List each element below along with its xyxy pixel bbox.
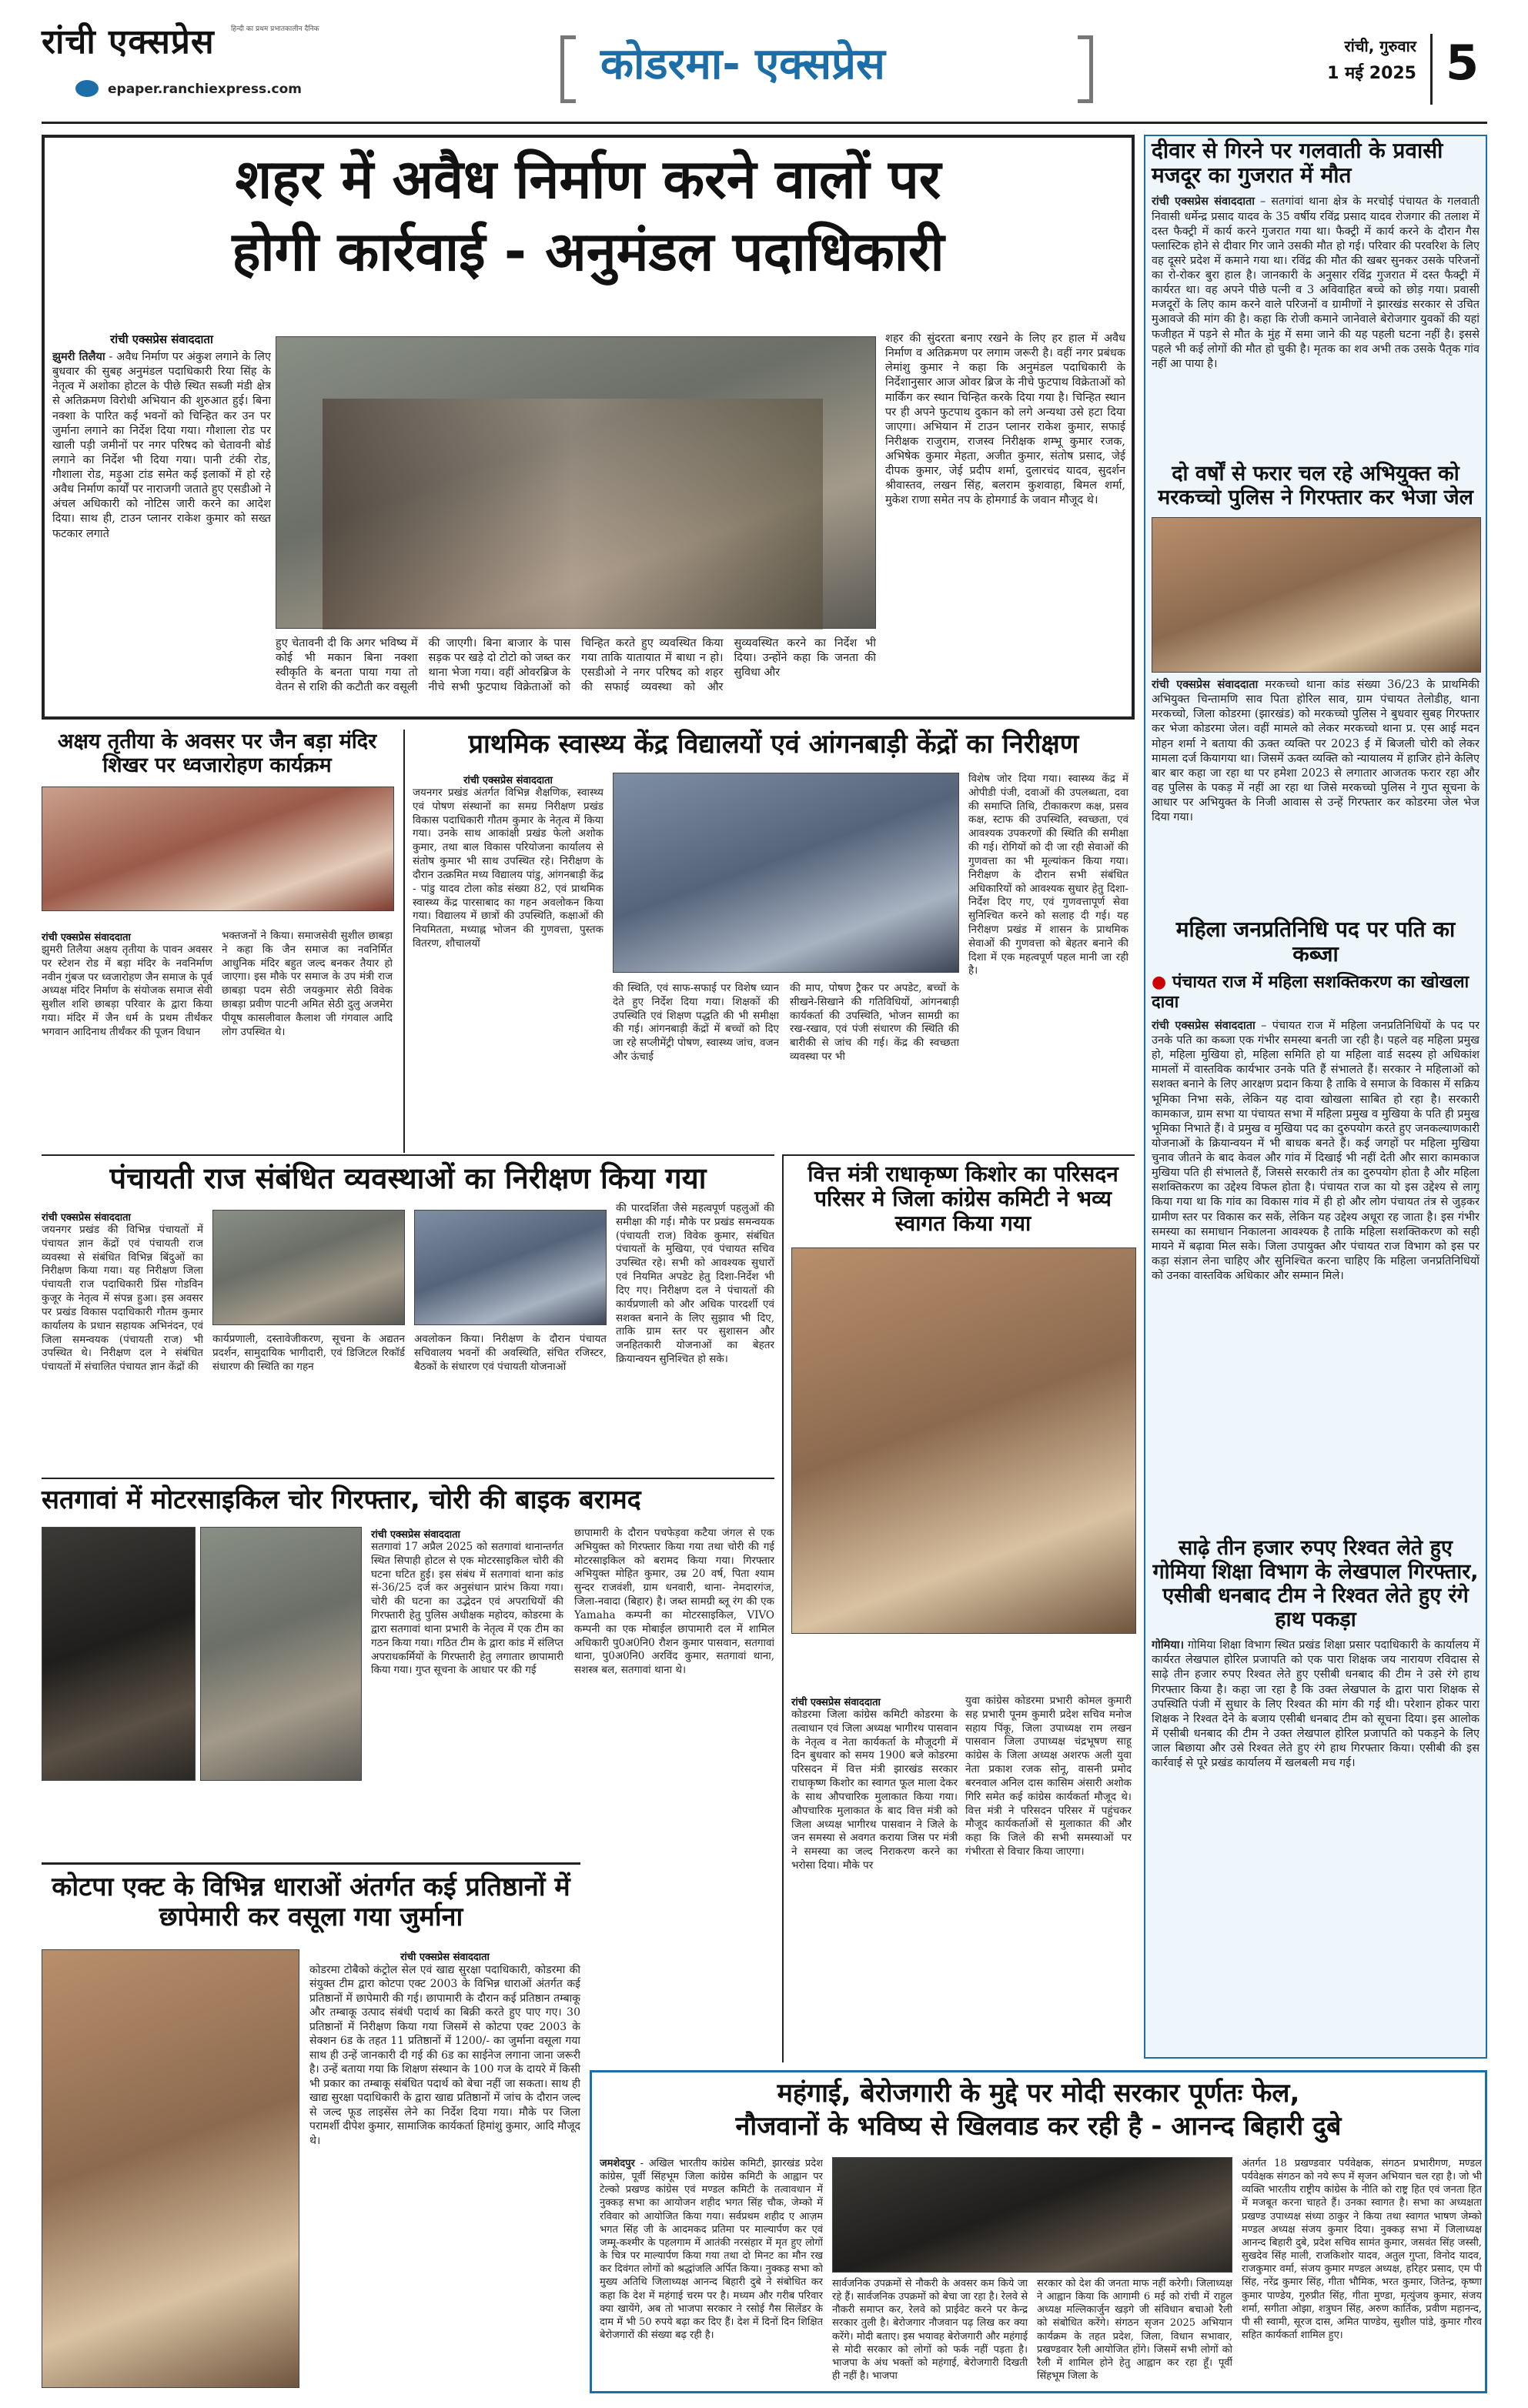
bribe-body: गोमिया शिक्षा विभाग स्थित प्रखंड शिक्षा प्रसार पदाधिकारी के कार्यालय में कार्यरत लेखपाल होरिल प्रजापति को एक पारा शिक्षक जय नारायण रविदास से साढ़े तीन हजार रुपए रिश्वत लेते हुए एसीबी धनबाद की टीम ने उसे रंगे हाथ गिरफ्तार किया है। कहा जा रहा है कि उक्त लेखपाल के द्वारा पारा शिक्षक से उपस्थिति पंजी में सुधार के लिए रिश्वत की मांग की गई थी। परेशान होकर पारा शिक्षक ने रिश्वत देने के बजाय एसीबी धनबाद टीम को सूचना दिया। इस आलोक में एसीबी धनबाद की टीम ने उक्त लेखपाल होरिल प्रजापति को पकड़ने के लिए जाल बिछाया और उसे रिश्वत लेते हुए रंगे हाथ गिरफ्तार किया। एसीबी की इस कार्रवाई से पूरे प्रखंड कार्यालय में खलबली मच गई। — [1152, 1639, 1480, 1770]
bike-col-1 — [371, 1527, 563, 1850]
bike-col1-text: सतगावां 17 अप्रैल 2025 को सतगावां थानान्तर्गत स्थित सिपाही होटल से एक मोटरसाइकिल चोरी की घटना घटित हुई। इस संबंध में सतगावां थाना कांड सं-36/25 दर्ज कर अनुसंधान प्रारंभ किया गया। चोरी की घटना का उद्भेदन एवं अपराधियों की गिरफ्तारी हेतु पुलिस अधीक्षक महोदय, कोडरमा के द्वारा सतगावां थाना प्रभारी के नेतृत्व में एक टीम का गठन किया गया। गठित टीम के द्वारा कांड में संलिप्त अपराधकर्मियों के गिरफ्तारी हेतु लगातार छापामारी किया गया। गुप्त सूचना के आधार पर की गई — [371, 1541, 563, 1677]
inflation-caption-2: सरकार को देश की जनता माफ नहीं करेगी। जिलाध्यक्ष ने आह्वान किया कि आगामी 6 मई को रांची में राहुल अध्यक्ष मल्लिकार्जुन खड़गे जी संविधान बचाओ रैली को संबोधित करेंगे। संगठन सृजन 2025 अभियान कार्यक्रम के तहत प्रदेश, जिला, विधान सभावार, प्रखण्डवार रैली आयोजित होंगे। जिसमें सभी लोगों को रैली में शामिल होने हेतु आह्वान कर रहा हूँ। पूर्वी सिंहभूम जिला के — [1037, 2278, 1232, 2383]
bike-photo-1 — [42, 1527, 196, 1781]
epaper-url[interactable]: epaper.ranchiexpress.com — [108, 82, 302, 97]
story-kotpa — [42, 1862, 580, 2386]
inflation-col-1 — [600, 2157, 823, 2388]
bike-byline: रांची एक्सप्रेस संवाददाता — [371, 1529, 460, 1541]
lead-photo — [276, 336, 876, 629]
fugitive-byline: रांची एक्सप्रेस संवाददाता — [1152, 678, 1259, 692]
paper-logo: रांची एक्सप्रेस — [42, 22, 215, 62]
lead-col1-body: - अवैध निर्माण पर अंकुश लगाने के लिए बुधवार की सुबह अनुमंडल पदाधिकारी रिया सिंह के नेतृत्व में अशोका होटल के पीछे स्थित सब्जी मंडी क्षेत्र से अतिक्रमण विरोधी अभियान की शुरुआत हुई। बिना नक्शा के पारित कई भवनों को चिन्हित कर उन पर जुर्माना लगाने का निर्देश दिया गया। गौशाला रोड पर खाली पड़ी जमीनों पर नगर परिषद को चेतावनी बोर्ड लगाने का निर्देश भी दिया गया। पानी टंकी रोड, गौशाला रोड, मड़ुआ टांड समेत कई इलाकों में हो रहे अवैध निर्माण कार्यों पर नाराजगी जताते हुए एसडीओ ने अंचल अधिकारी को नोटिस जारी करने का आदेश दिया। साथ ही, टाउन प्लानर राकेश कुमार को सख्त फटकार लगाते — [52, 351, 271, 540]
fugitive-headline: दो वर्षों से फरार चल रहे अभियुक्त को मरकच्चो पुलिस ने गिरफ्तार कर भेजा जेल — [1158, 462, 1473, 510]
inflation-col-4: अंतर्गत 18 प्रखण्डवार पर्यवेक्षक, संगठन प्रभारीगण, मण्डल पर्यवेक्षक संगठन को नये रूप में सृजन अभियान चल रहा है। जो भी व्यक्ति भारतीय राष्ट्रीय कांग्रेस के नीति को राष्ट्र हित एवं जनता हित में मजबूत करना चाहते हैं। उनका स्वागत है। सभा का अध्यक्षता प्रखण्ड उपाध्यक्ष संध्या ठाकुर ने किया तथा स्वागत भाषण जेम्को मण्डल अध्यक्ष संजय कुमार दिया। नुक्कड़ सभा में जिलाध्यक्ष आनन्द बिहारी दुबे, प्रदेश सचिव सामंत कुमार, जसवंत सिंह जस्सी, सुखदेव सिंह माली, राजकिशोर यादव, अतुल गुप्ता, विनोद यादव, राजकुमार वर्मा, संजय कुमार मण्डल अध्यक्ष, हरिहर प्रसाद, एम पी सिंह, नरेंद्र कुमार सिंह, गीता भौमिक, भरत कुमार, जितेन्द्र, कृष्णा कुमार पाण्डेय, गुरुप्रीत सिंह, गीता मुण्डा, मृत्युंजय कुमार, संजय शर्मा, सगीता ओझा, शत्रुघन सिंह, अरुण कार्तिक, प्रवीण महानन्द, पी सी स्वामी, सूरज दास, अमित पाण्डेय, सुशील पांडे, कुमार गौरव सहित कार्यकर्ता शामिल हुए। — [1242, 2158, 1482, 2342]
panchayat-col1-text: जयनगर प्रखंड की विभिन्न पंचायतों में पंचायत ज्ञान केंद्रों एवं पंचायती राज व्यवस्था से संबंधित विभिन्न बिंदुओं का निरीक्षण किया गया। यह निरीक्षण जिला पंचायती राज पदाधिकारी प्रिंस गोडविन कुजूर के नेतृत्व में संपन्न हुआ। इस अवसर पर प्रखंड विकास पदाधिकारी गौतम कुमार कार्यालय के प्रधान सहायक अभिनंदन, एवं जिला समन्वयक (पंचायती राज) भी उपस्थित थे। निरीक्षण दल ने संबंधित पंचायतों में संचालित पंचायत ज्ञान केंद्रों की — [42, 1224, 203, 1374]
phc-col-4: विशेष जोर दिया गया। स्वास्थ्य केंद्र में ओपीडी पंजी, दवाओं की उपलब्धता, दवा की समाप्ति तिथि, टीकाकरण कक्ष, प्रसव कक्ष, स्टाफ की उपस्थिति, स्वच्छता, एवं आवश्यक उपकरणों की स्थिति की समीक्षा की गई। रोगियों को दी जा रही सेवाओं की गुणवत्ता का भी मूल्यांकन किया गया। निरीक्षण के दौरान सभी संबंधित अधिकारियों को आवश्यक सुधार हेतु दिशा-निर्देश दिए गए, एवं गुणवत्तापूर्ण सेवा सुनिश्चित करने को सलाह दी गई। यह निरीक्षण प्रखंड में शासन के प्राथमिक सेवाओं की गुणवत्ता को बेहतर बनाने की दिशा में एक महत्वपूर्ण पहल मानी जा रही है। — [968, 773, 1128, 977]
inflation-dateline: जमशेदपुर — [600, 2158, 635, 2169]
masthead — [0, 0, 1528, 127]
bike-col-2: छापामारी के दौरान पचफेड़वा कटैया जंगल से एक अभियुक्त को गिरफ्तार किया गया तथा चोरी की गई मोटरसाइकिल को बरामद किया गया। गिरफ्तार अभियुक्त मोहित कुमार, उम्र 20 वर्ष, पिता श्याम सुन्दर राजवंशी, ग्राम धनवारी, थाना- नेमदारगंज, जिला-नवादा (बिहार) है। जब्त सामग्री ब्लू रंग की एक Yamaha कम्पनी का मोटरसाइकिल, VIVO कम्पनी का एक मोबाईल छापामारी दल में शामिल अधिकारी पु0अ0नि0 रौशन कुमार पासवान, सतगावां थाना, पु0अ0नि0 अरविंद कुमार, सतगावां थाना, सशस्त्र बल, सतगावां थाना थे। — [574, 1527, 774, 1677]
congress-col-1 — [791, 1695, 958, 2056]
kotpa-text: कोडरमा टोबैको कंट्रोल सेल एवं खाद्य सुरक्षा पदाधिकारी, कोडरमा की संयुक्त टीम द्वारा कोटपा एक्ट 2003 के विभिन्न धाराओं अंतर्गत कई प्रतिष्ठानों में छापेमारी की गई। छापामारी के दौरान कई प्रतिष्ठान तम्बाकू और तम्बाकू उत्पाद संबंधी पदार्थ का बिक्री करते हुए पाए गए। 30 प्रतिष्ठानों में निरीक्षण किया गया जिसमें से कोटपा एक्ट 2003 के सेक्शन 6ड के तहत 11 प्रतिष्ठानों में 1200/- का जुर्माना वसूला गया साथ ही उन्हें जानकारी दी गई की 6ड का साईनेज लगाना जाना जरूरी है। उन्हें बताया गया कि शिक्षण संस्थान के 100 गज के दायरे में किसी भी प्रकार का तम्बाकू संबंधित पदार्थ को बेचा नहीं जा सकता। साथ ही खाद्य सुरक्षा पदाधिकारी के द्वारा खाद्य प्रतिष्ठानों में जांच के दौरान जल्द से जल्द फूड लाइसेंस लेने का निर्देश दिया गया। मौके पर जिला परामर्शी दीपेश कुमार, सामाजिक कार्यकर्ता हिमांशु कुमार, आदि मौजूद थे। — [309, 1964, 580, 2147]
story-congress — [782, 1154, 1135, 2062]
lead-col-1 — [52, 332, 271, 713]
sidebar-headline: दीवार से गिरने पर गलवाती के प्रवासी मजदूर का गुजरात में मौत — [1152, 138, 1443, 189]
lead-photo-caption: हुए चेतावनी दी कि अगर भविष्य में कोई भी मकान बिना नक्शा स्वीकृति के बनता पाया गया तो वेतन से राशि की कटौती कर वसूली की जाएगी। बिना बाजार के पास सड़क पर खड़े दो टोटो को जब्त कर थाना भेजा गया। वहीं ओवरब्रिज के नीचे सभी फुटपाथ विक्रेताओं को चिन्हित करते हुए व्यवस्थित किया गया ताकि यातायात में बाधा न हो। एसडीओ ने नगर परिषद को शहर की सफाई व्यवस्था को और सुव्यवस्थित करने का निर्देश भी दिया। उन्होंने कहा कि जनता की सुविधा और — [276, 637, 876, 694]
edition-bracket-left — [560, 35, 576, 103]
jain-headline: अक्षय तृतीया के अवसर पर जैन बड़ा मंदिर शिखर पर ध्वजारोहण कार्यक्रम — [57, 730, 377, 778]
congress-byline: रांची एक्सप्रेस संवाददाता — [791, 1697, 881, 1708]
page-number: 5 — [1446, 35, 1480, 91]
congress-headline: वित्त मंत्री राधाकृष्ण किशोर का परिसदन परिसर मे जिला कांग्रेस कमिटी ने भव्य स्वागत किया गया — [807, 1161, 1118, 1237]
edition-title — [600, 40, 885, 89]
jain-col-1 — [42, 930, 212, 1153]
sidebar-story-migrant — [1152, 139, 1480, 462]
inflation-col1-body: - अखिल भारतीय कांग्रेस कमिटी, झारखंड प्रदेश कांग्रेस, पूर्वी सिंहभूम जिला कांग्रेस कमिटी के आह्वान पर टेल्को प्रखण्ड कांग्रेस एवं मण्डल कमिटी के तत्वावधान में नुक्कड़ सभा का आयोजन शहीद भगत सिंह चौक, जेम्को में रविवार को आयोजित किया गया। सर्वप्रथम शहीद ए आज़म भगत सिंह जी के आदमकद प्रतिमा पर माल्यार्पण कर एवं जम्मू-कश्मीर के पहलगाम में आतंकी नरसंहार में मृत हुए लोगों के चित्र पर माल्यार्पण किया गया तथा दो मिनट का मौन रख कर दिवंगत लोगों को श्रद्धांजलि अर्पित किया। नुक्कड़ सभा को मुख्य अतिथि जिलाध्यक्ष आनन्द बिहारी दुबे ने संबोधित कर कहा कि देश में महंगाई चरम पर है। मध्यम और गरीब परिवार क्या खायेंगे, अब तो भाजपा सरकार ने रसोई गैस सिलेंडर के दाम में भी 50 रुपये बढ़ा कर दिए हैं। देश में दिनों दिन शिक्षित बेरोजगारों की संख्या बढ़ रही है। — [600, 2158, 823, 2342]
sidebar-body: – सतगांवां थाना क्षेत्र के मरचोई पंचायत के गलवाती निवासी धर्मेन्द्र प्रसाद यादव के 35 वर्षीय रविंद्र प्रसाद यादव रोजगार की तलाश में दस्त फैक्ट्री में कार्य करने गुजरात गया था। फैक्ट्री में कार्य करने के दौरान गैस फ्लास्टिक होने से दीवार गिर जाने उसकी मौत हो गई। परिवार की परवरिश के लिए वह दूसरे प्रदेश में कमाने गया था। रविंद्र की मौत की खबर सुनकर उसके परिजनों का रो-रोकर बुरा हाल है। जानकारी के अनुसार रविंद्र गुजरात में दस्त फैक्ट्री में कार्यरत था। वह अपने पीछे पत्नी व 3 अविवाहित बच्चे को छोड़ गया। प्रवासी मजदूरों के लिए काम करने वाले परिजनों व ग्रामीणों ने झारखंड सरकार से उचित मुआवजे की मांग की है। कहा कि रोजी कमाने जानेवाले बेरोजगार युवकों की यहां फजीहत में पड़ने से मौत के मुंह में समा जाने की यह पहली घटना नहीं है। इससे पहले भी कई लोगों की मौत हो चुकी है। मृतक का शव अभी तक उसके पैतृक गांव नहीं आ पाया है। — [1152, 195, 1480, 370]
story-panchayat — [42, 1154, 774, 1478]
phc-photo — [613, 773, 959, 973]
jain-col1-text: झुमरी तिलैया अक्षय तृतीया के पावन अवसर पर स्टेशन रोड में बड़ा मंदिर के नवनिर्माण नवीन गुंबज पर ध्वजारोहण जैन समाज के पूर्व अध्यक्ष मंदिर निर्माण के संयोजक समाज सेवी सुशील शशि छाबड़ा परिवार के द्वारा किया गया। मंदिर में जैन धर्म के प्रथम तीर्थंकर भगवान आदिनाथ तीर्थंकर की पूजन विधान — [42, 943, 212, 1038]
story-fugitive — [1152, 462, 1480, 916]
panchayat-col-1 — [42, 1210, 203, 1479]
story-phc — [403, 730, 1135, 1153]
masthead-rule — [42, 122, 1487, 124]
phc-col-2: की स्थिति, एवं साफ-सफाई पर विशेष ध्यान देते हुए निर्देश दिया गया। शिक्षकों की उपस्थिति एवं शिक्षण पद्धति की भी समीक्षा की गई। आंगनबाड़ी केंद्रों में बच्चों को दिए जा रहे सप्लीमेंट्री पोषण, स्वास्थ्य जांच, वजन और ऊंचाई — [613, 982, 779, 1064]
paper-tagline: हिन्दी का प्रथम प्रभातकालीन दैनिक — [231, 25, 319, 33]
kotpa-col — [309, 1949, 580, 2388]
jain-byline: रांची एक्सप्रेस संवाददाता — [42, 932, 131, 943]
story-bribe — [1152, 1536, 1480, 2053]
phc-col-3: की माप, पोषण ट्रैकर पर अपडेट, बच्चों के सीखने-सिखाने की गतिविधियों, आंगनबाड़ी कार्यकर्ता की उपस्थिति, भोजन सामग्री का रख-रखाव, एवं पंजी संधारण की स्थिति की बारीकी से जांच की गई। केंद्र की स्वच्छता व्यवस्था पर भी — [790, 982, 959, 1064]
story-bike — [42, 1478, 774, 1859]
lead-photo-officials — [323, 399, 823, 630]
lead-dateline: झुमरी तिलैया — [52, 350, 105, 363]
phc-col1-text: जयनगर प्रखंड अंतर्गत विभिन्न शैक्षणिक, स्वास्थ्य एवं पोषण संस्थानों का समग्र निरीक्षण प्रखंड विकास पदाधिकारी गौतम कुमार के नेतृत्व में किया गया। उनके साथ आकांक्षी प्रखंड फेलो अशोक कुमार, तथा बाल विकास परियोजना कार्यालय से संतोष कुमार भी साथ उपस्थित रहे। निरीक्षण के दौरान उत्क्रमित मध्य विद्यालय पांडु, आंगनबाड़ी केंद्र - पांडु यादव टोला कोड संख्या 82, एवं प्राथमिक स्वास्थ्य केंद्र पारसाबाद का गहन अवलोकन किया गया। विद्यालय में छात्रों की उपस्थिति, कक्षाओं की नियमितता, मध्याह्न भोजन की गुणवत्ता, पुस्तक वितरण, शौचालयों — [413, 787, 604, 950]
panchayat-col-3: की पारदर्शिता जैसे महत्वपूर्ण पहलुओं की समीक्षा की गई। मौके पर प्रखंड समन्वयक (पंचायती राज) विवेक कुमार, संबंधित पंचायतों के मुखिया, एवं पंचायत सचिव उपस्थित रहे। सभी को आवश्यक सुधारों एवं नियमित अपडेट हेतु दिशा-निर्देश भी दिए गए। निरीक्षण दल ने पंचायतों की कार्यप्रणाली को और अधिक पारदर्शी एवं सशक्त बनाने के लिए सुझाव भी दिए, ताकि ग्राम स्तर पर सुशासन और जनहितकारी योजनाओं का बेहतर क्रियान्वयन सुनिश्चित हो सके। — [616, 1202, 774, 1365]
panchayat-photo-2 — [414, 1210, 607, 1325]
bribe-headline: साढ़े तीन हजार रुपए रिश्वत लेते हुए गोमिया शिक्षा विभाग के लेखपाल गिरफ्तार, एसीबी धनबाद टीम ने रिश्वत लेते हुए रंगे हाथ पकड़ा — [1152, 1536, 1479, 1632]
kotpa-byline: रांची एक्सप्रेस संवाददाता — [400, 1952, 490, 1963]
congress-col-2: युवा कांग्रेस कोडरमा प्रभारी कोमल कुमारी सह प्रभारी पूनम कुमारी प्रदेश सचिव मनोज सहाय पिंकू, जिला उपाध्यक्ष राम लखन पासवान जिला उपाध्यक्ष चंद्रभूषण साहू कांग्रेस के जिला अध्यक्ष अशरफ अली युवा नेता प्रकाश रजक सोनू, वासनी प्रमोद बरनवाल अनिल दास कासिम अंसारी अशोक गिरि समेत कई कांग्रेस कार्यकर्ता मौजूद थे। वित्त मंत्री ने परिसदन परिसर में पहुंचकर मौजूद कार्यकर्ताओं से मुलाकात की और कहा कि जिले की सभी समस्याओं पर गंभीरता से विचार किया जाएगा। — [965, 1695, 1132, 1858]
story-inflation — [590, 2070, 1487, 2393]
panchayat-byline: रांची एक्सप्रेस संवाददाता — [42, 1212, 131, 1224]
inflation-photo — [832, 2157, 1232, 2273]
sidebar-byline: रांची एक्सप्रेस संवाददाता — [1152, 195, 1256, 209]
women-headline: महिला जनप्रतिनिधि पद पर पति का कब्जा — [1175, 917, 1456, 967]
inflation-headline-2: नौजवानों के भविष्य से खिलवाड कर रही है - आनन्द बिहारी दुबे — [735, 2111, 1342, 2142]
women-body: – पंचायत राज में महिला जनप्रतिनिधियों के पद पर उनके पति का कब्जा एक गंभीर समस्या बनती जा रही है। पहले वह महिला प्रमुख हो, महिला मुखिया हो, महिला समिति हो या महिला वार्ड सदस्य हो अधिकांश मामलों में वास्तविक कार्यभार उनके पति हैं संभालते हैं। सरकार ने महिलाओं को सशक्त बनाने के लिए आरक्षण प्रदान किया है ताकि वे समाज के विकास में सक्रिय भूमिका निभा सके, लेकिन यह दावा खोखला साबित हो रहा है। सरकारी कामकाज, ग्राम सभा या पंचायत सभा में महिला प्रमुख व मुखिया के पति ही प्रमुख भूमिका निभाते हैं। वे प्रमुख व मुखिया पद का दुरुपयोग करते हुए जनकल्याणकारी योजनाओं के क्रियान्वयन में भी बाधक बनते हैं। कई जगहों पर महिला मुखिया चुनाव जीतने के बाद केवल और गांव में दिखाई भी नहीं देती और सारा कामकाज मुखिया पति ही संभालते हैं, जिससे सरकारी तंत्र का दुरुपयोग होता है और महिला सशक्तिकरण का उद्देश्य विफल होता है। पंचायत राज का यो इस उद्देश्य से लागू किया गया था कि गांव का विकास गांव में ही हो और लोग पंचायत तंत्र से जुड़कर ग्रामीण स्तर पर विकास कर सकें, लेकिन यह उद्देश्य अधूरा रह जाता है। इस गंभीर समस्या का समाधान निकालना आवश्यक है ताकि महिला सशक्तिकरण को सही मायने में बढ़ावा मिल सके। जिला उपायुक्त और पंचायत राज विभाग को इस पर कड़ा संज्ञान लेना चाहिए और सुनिश्चित करना चाहिए कि महिला जनप्रतिनिधियों को उनका वास्तविक अधिकार और सम्मान मिले। — [1152, 1019, 1480, 1283]
women-subhead — [1152, 973, 1480, 1012]
bribe-dateline: गोमिया। — [1152, 1638, 1185, 1652]
congress-col1-text: कोडरमा जिला कांग्रेस कमिटी कोडरमा के तत्वाधान एवं जिला अध्यक्ष भागीरथ पासवान के नेतृत्व व नेता कार्यकर्ता के मौजूदगी में दिन बुधवार को समय 1900 बजे कोडरमा परिसदन में वित्त मंत्री झारखंड सरकार राधाकृष्ण किशोर का स्वागत फूल माला देकर के साथ औपचारिक मुलाकात किया गया। औपचारिक मुलाकात के बाद वित्त मंत्री को जिला अध्यक्ष भागीरथ पासवान ने जिले के जन समस्या से अवगत कराया जिस पर मंत्री ने समस्या का जल्द निराकरण करने का भरोसा दिया। मौके पर — [791, 1708, 958, 1872]
fugitive-body: मरकच्चो थाना कांड संख्या 36/23 के प्राथमिकी अभियुक्त चिन्तामणि साव पिता होरिल साव, ग्राम पंचायत तेलोडीह, थाना मरकच्चो, जिला कोडरमा (झारखंड) को मरकच्चो पुलिस ने बुधवार सुबह गिरफ्तार कर भेजा कोडरमा जेल। वहीं मामले को लेकर मरकच्चो थाना प्र. एस आई मदन मोहन शर्मा ने बताया की ऊक्त व्यक्ति पर 2023 ई में बिजली चोरी को लेकर मामला दर्ज कियागया था। जिसमें ऊक्त व्यक्ति को न्यायालय में हाजिर होने केलिए बार बार कहा जा रहा था पर हमेशा 2023 से लगातार आजतक फरार रहा और वह पुलिस के पकड़ में नहीं आ रहा था जिसे मरकच्चो पुलिस ने गुप्त सूचना के आधार पर अभियुक्त के निजी आवास से उन्हें गिरफ्तार कर कोडरमा जेल भेज दिया गया। — [1152, 679, 1480, 824]
bike-headline: सतगावां में मोटरसाइकिल चोर गिरफ्तार, चोरी की बाइक बरामद — [42, 1485, 641, 1515]
panchayat-headline: पंचायती राज संबंधित व्यवस्थाओं का निरीक्षण किया गया — [109, 1161, 707, 1195]
lead-headline-2: होगी कार्रवाई - अनुमंडल पदाधिकारी — [232, 220, 945, 283]
jain-photo — [42, 787, 394, 911]
date-line — [1293, 35, 1416, 84]
kotpa-headline: कोटपा एक्ट के विभिन्न धाराओं अंतर्गत कई प्रतिष्ठानों में छापेमारी कर वसूला गया जुर्माना — [52, 1872, 570, 1933]
story-jain — [42, 730, 393, 1153]
phc-headline: प्राथमिक स्वास्थ्य केंद्र विद्यालयों एवं आंगनबाड़ी केंद्रों का निरीक्षण — [468, 729, 1079, 760]
phc-col-1 — [413, 773, 604, 1150]
bike-photo-2 — [200, 1527, 362, 1781]
fugitive-text — [1152, 677, 1480, 900]
story-women — [1152, 917, 1480, 1533]
phc-byline: रांची एक्सप्रेस संवाददाता — [463, 775, 553, 787]
city-day: रांची, गुरुवार — [1344, 37, 1416, 55]
fugitive-photo — [1152, 517, 1481, 673]
inflation-headline-1: महंगाई, बेरोजगारी के मुद्दे पर मोदी सरकार पूर्णतः फेल, — [777, 2078, 1300, 2109]
women-byline: रांची एक्सप्रेस संवाददाता — [1152, 1018, 1256, 1032]
lead-col-3: शहर की सुंदरता बनाए रखने के लिए हर हाल में अवैध निर्माण व अतिक्रमण पर लगाम जरूरी है। वहीं नगर प्रबंधक लेमांशु कुमार ने कहा कि अनुमंडल पदाधिकारी के निर्देशानुसार आज ओवर ब्रिज के नीचे फुटपाथ विक्रेताओं को मार्किंग कर स्थान चिन्हित करके दिया गया है। चिन्हित स्थान पर ही अपने फुटपाथ दुकान को लगे अन्यथा उसे हटा दिया जाएगा। अभियान में टाउन प्लानर राकेश कुमार, सफाई निरीक्षक राजुराम, राजस्व निरीक्षक शम्भू कुमार रजक, अभिषेक कुमार मेहता, अजीत कुमार, संतोष प्रसाद, जेई दीपक कुमार, जेई प्रदीप शर्मा, दुलारचंद यादव, सुदर्शन श्रीवास्तव, लखन सिंह, बलराम कुशवाहा, बिमल शर्मा, मुकेश राणा समेत नप के होमगार्ड के जवान मौजूद थे। — [885, 332, 1125, 507]
edition-title-a: कोडरमा — [600, 39, 723, 89]
issue-date: 1 मई 2025 — [1327, 64, 1416, 83]
panchayat-photo-1 — [212, 1210, 405, 1325]
inflation-caption-1: सार्वजनिक उपक्रमों से नौकरी के अवसर कम किये जा रहे हैं। सार्वजनिक उपक्रमों को बेचा जा रहा है। रेलवे से नौकरी समाप्त कर, रेलवे को प्राईवेट करने पर केन्द्र सरकार तुली है। बेरोजगार नौजवान पढ़ लिख कर क्या करेंगे। मोदी बताए। इस भयावह बेरोजगारी और महंगाई से मोदी सरकार को लोगों को फर्क नहीं पड़ता है। भाजपा के अंध भक्तों को महंगाई, बेरोजगारी दिखती ही नहीं है। भाजपा — [832, 2278, 1028, 2383]
page-divider — [1430, 34, 1433, 105]
mail-icon — [75, 80, 99, 97]
kotpa-photo — [42, 1949, 299, 2388]
lead-story — [42, 135, 1135, 720]
panchayat-caption-1: कार्यप्रणाली, दस्तावेजीकरण, सूचना के अद्यतन प्रदर्शन, सामुदायिक भागीदारी, एवं डिजिटल रिकॉर्ड संधारण की स्थिति का गहन — [212, 1333, 405, 1373]
jain-col-2: भक्तजनों ने किया। समाजसेवी सुशील छाबड़ा ने कहा कि जैन समाज का नवनिर्मित आधुनिक मंदिर बहुत जल्द बनकर तैयार हो जाएगा। इस मौके पर समाज के उप मंत्री राज छाबड़ा पदम सेठी जयकुमार सेठी विवेक छाबड़ा प्रवीण पाटनी अमित सेठी दुलु अजमेरा पीयूष कासलीवाल कैलाश जी गंगवाल आदि लोग उपस्थित थे। — [222, 930, 393, 1038]
congress-photo — [791, 1247, 1136, 1634]
lead-headline-1: शहर में अवैध निर्माण करने वालों पर — [235, 148, 941, 211]
edition-bracket-right — [1078, 35, 1093, 103]
lead-col1-text — [52, 349, 271, 711]
bribe-text — [1152, 1638, 1480, 1961]
lead-byline: रांची एक्सप्रेस संवाददाता — [110, 332, 213, 346]
bullet-icon: ● — [1152, 973, 1167, 993]
edition-title-b: - एक्सप्रेस — [722, 39, 885, 89]
women-subhead-text: पंचायत राज में महिला सशक्तिकरण का खोखला दावा — [1152, 973, 1469, 1012]
sidebar-text — [1152, 194, 1480, 448]
women-text — [1152, 1018, 1480, 1530]
panchayat-caption-2: अवलोकन किया। निरीक्षण के दौरान पंचायत सचिवालय भवनों की अवस्थिति, संचित रजिस्टर, बैठकों के संधारण एवं पंचायती योजनाओं — [414, 1333, 607, 1373]
